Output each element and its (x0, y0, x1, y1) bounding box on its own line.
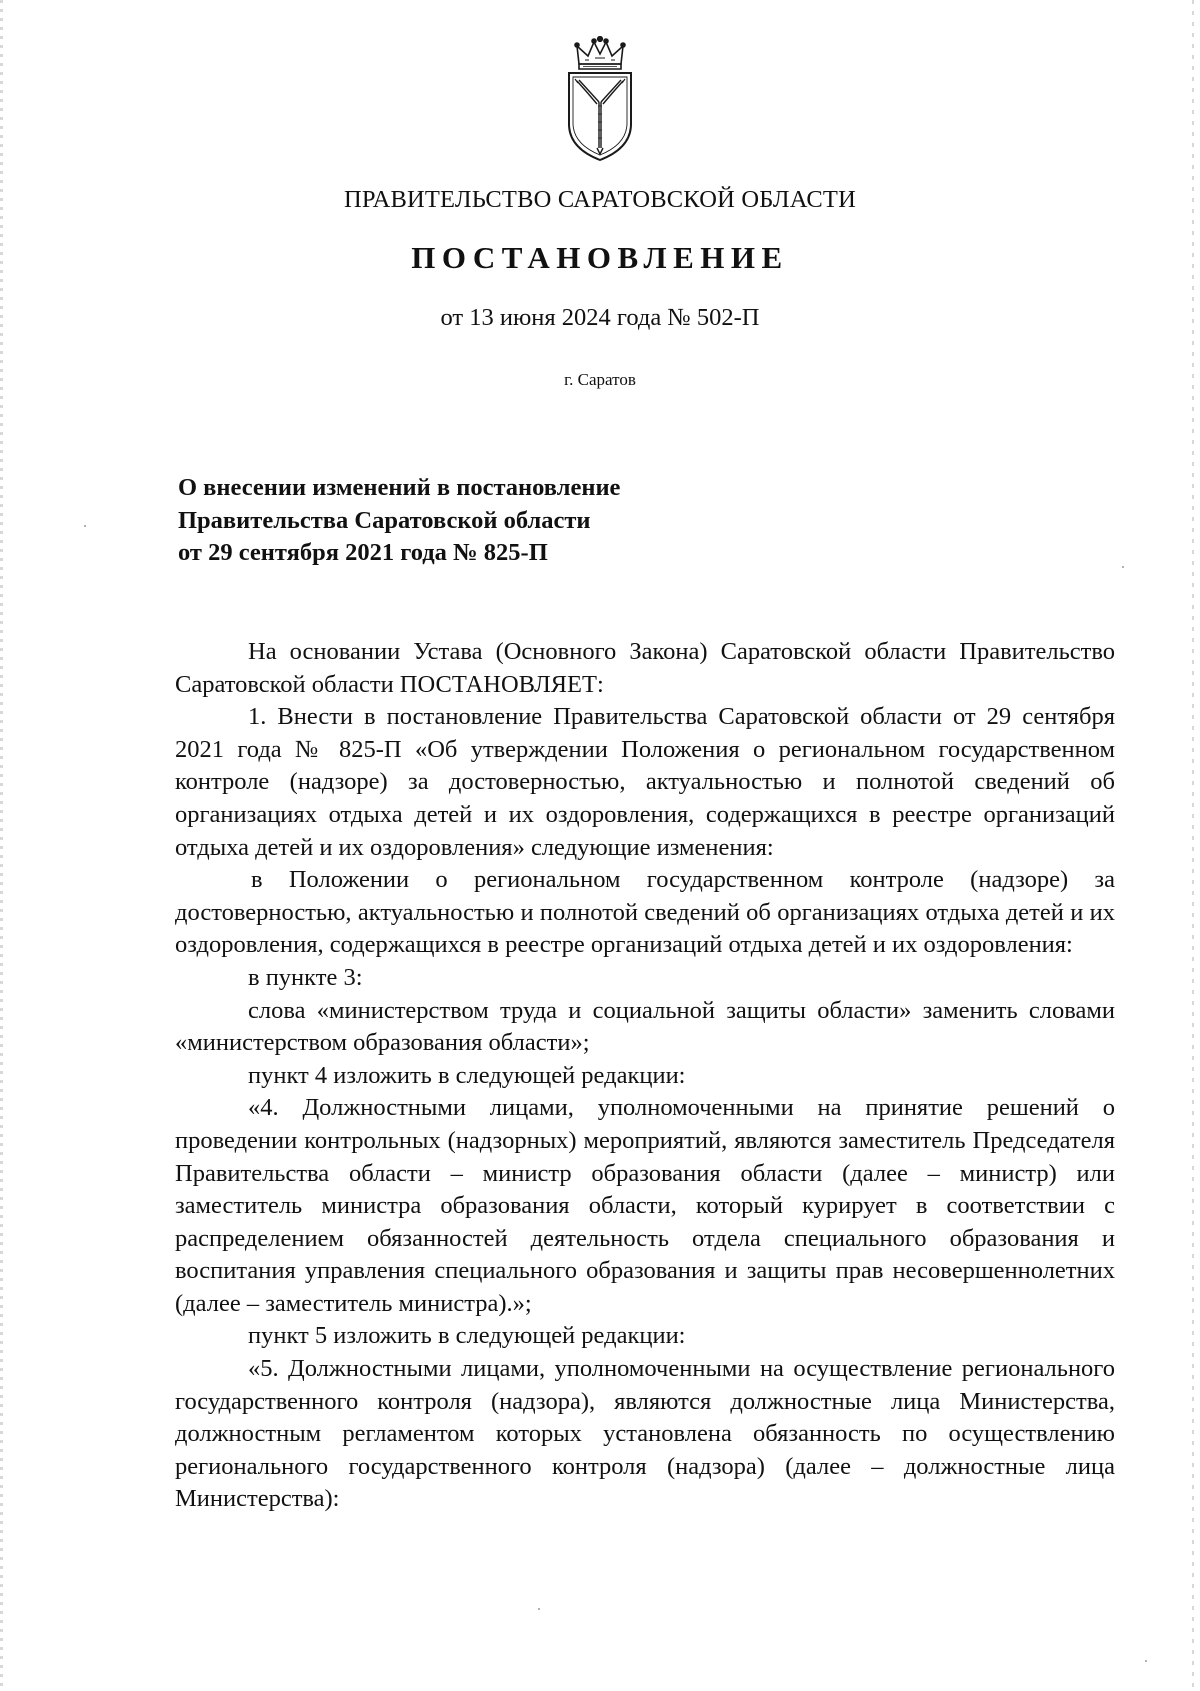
document-city: г. Саратов (564, 370, 636, 389)
body-paragraph: «5. Должностными лицами, уполномоченными на осуществление регионального государственного контроля (надзора), являются должностные лица Министерства, должностным регламентом которых установлена обязанность по осуществлению регионального государственного контроля (надзора) (далее – должностные лица Министерства): (175, 1355, 1115, 1513)
body-paragraph: в пункте 3: (248, 963, 363, 991)
subject-line: Правительства Саратовской области (178, 506, 591, 534)
body-paragraph: На основании Устава (Основного Закона) Саратовской области Правительство Саратовской области ПОСТАНОВЛЯЕТ: (175, 638, 1115, 698)
body-paragraph: 1. Внести в постановление Правительства Саратовской области от 29 сентября 2021 года № 825-П «Об утверждении Положения о региональном государственном контроле (надзоре) за достоверностью, актуальностью и полнотой сведений об организациях отдыха детей и их оздоровления, содержащихся в реестре организаций отдыха детей и их оздоровления» следующие изменения: (175, 703, 1115, 861)
subject-line: от 29 сентября 2021 года № 825-П (178, 539, 548, 566)
government-title: ПРАВИТЕЛЬСТВО САРАТОВСКОЙ ОБЛАСТИ (343, 186, 856, 213)
scan-speck (84, 525, 86, 527)
document-type-title: ПОСТАНОВЛЕНИЕ (411, 240, 789, 275)
saratov-coat-of-arms-icon (555, 36, 645, 164)
body-paragraph: в Положении о региональном государственном контроле (надзоре) за достоверностью, актуальностью и полнотой сведений об организациях отдыха детей и их оздоровления, содержащихся в реестре организаций отдыха детей и их оздоровления: (175, 866, 1115, 959)
document-date-number: от 13 июня 2024 года № 502-П (440, 304, 760, 331)
body-paragraph: «4. Должностными лицами, уполномоченными на принятие решений о проведении контрольных (надзорных) мероприятий, являются заместитель Председателя Правительства области – министр образования области (далее – министр) или заместитель министра образования области, который курирует в соответствии с распределением обязанностей деятельность отдела специального образования и воспитания управления специального образования и защиты прав несовершеннолетних (далее – заместитель министра).»; (175, 1094, 1115, 1317)
scan-speck (1122, 566, 1124, 568)
scan-speck (1145, 1660, 1147, 1662)
body-paragraph: пункт 5 изложить в следующей редакции: (248, 1322, 686, 1350)
body-paragraph: пункт 4 изложить в следующей редакции: (248, 1061, 686, 1089)
body-paragraph: слова «министерством труда и социальной защиты области» заменить словами «министерством образования области»; (175, 996, 1115, 1057)
subject-line: О внесении изменений в постановление (178, 474, 621, 501)
scan-speck (538, 1608, 540, 1610)
document-subject (178, 472, 878, 570)
document-body (175, 636, 1115, 1516)
